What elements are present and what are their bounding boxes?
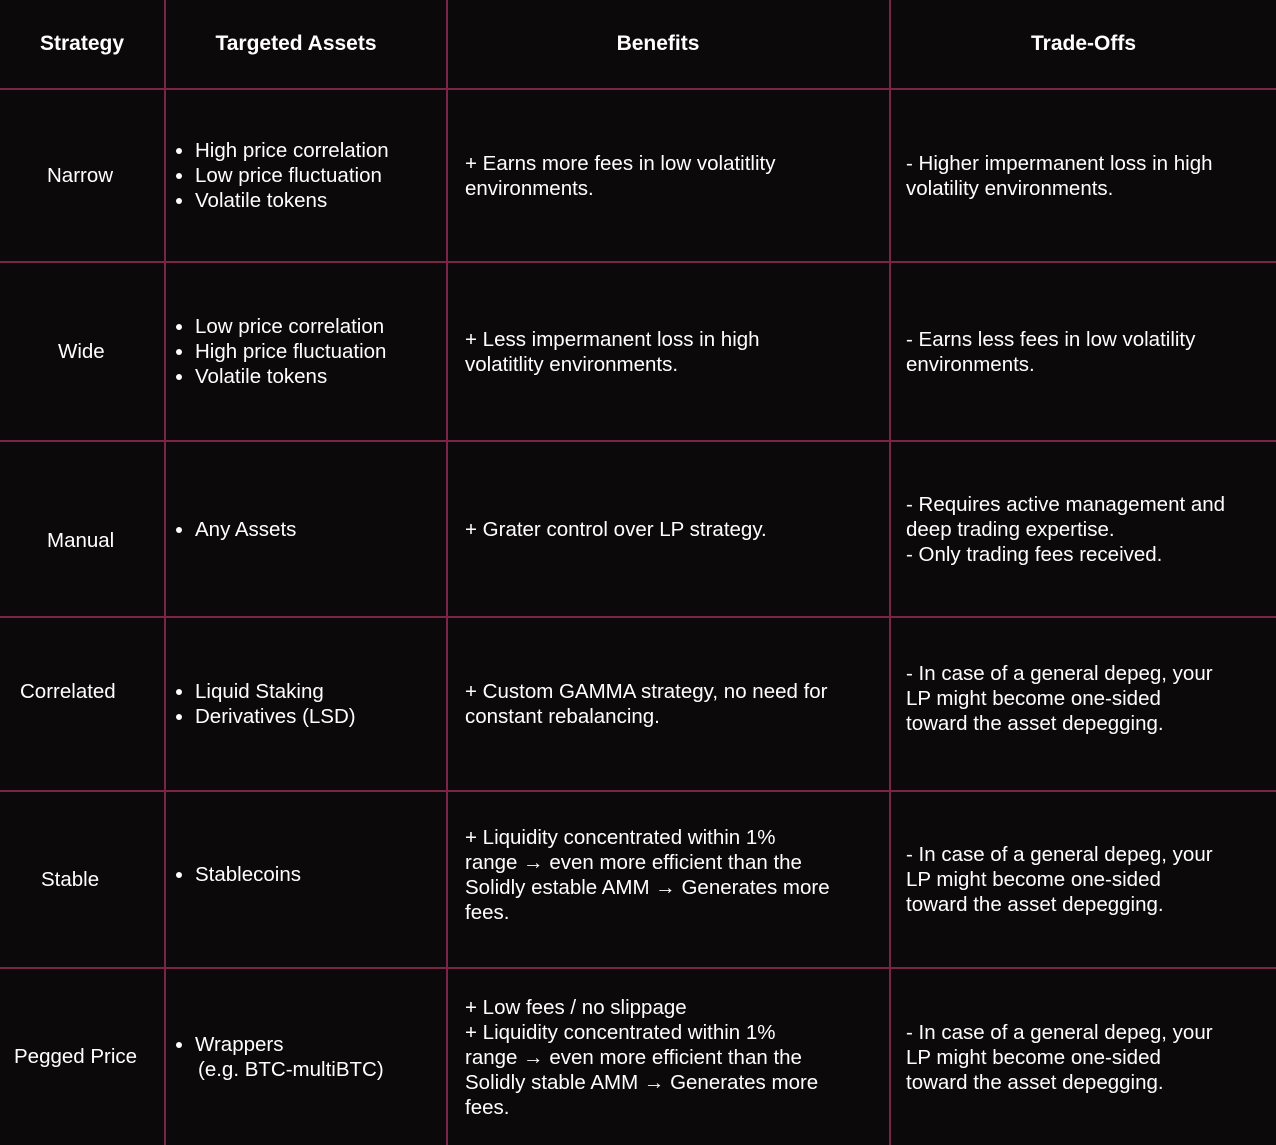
strategy-name: Correlated [20,680,116,703]
trade-off-line: - Earns less fees in low volatility [906,327,1196,351]
strategy-name: Stable [41,867,100,891]
trade-off-line: volatility environments. [906,176,1114,200]
benefit-line: Solidly stable AMM → Generates more [465,1070,819,1094]
asset-item: Any Assets [174,517,296,542]
targeted-assets-cell [174,90,446,261]
benefit-line: + Custom GAMMA strategy, no need for [465,680,828,703]
benefits-cell [465,969,889,1145]
trade-off-line: LP might become one-sided [906,868,1161,891]
benefit-line: + Liquidity concentrated within 1% [465,825,776,849]
targeted-assets-cell [174,969,446,1145]
benefit-line: volatitlity environments. [465,352,679,376]
header-trade-offs: Trade-Offs [1030,32,1137,55]
strategy-name: Narrow [47,163,114,187]
targeted-assets-cell [174,618,446,790]
benefits-cell [465,263,885,440]
header-targeted-assets: Targeted Assets [215,32,377,55]
asset-item: High price fluctuation [174,339,386,364]
column-divider [889,0,891,1145]
benefits-cell [465,792,889,957]
benefits-cell [465,618,885,790]
benefit-line: range → even more efficient than the [465,850,802,874]
benefit-line: fees. [465,900,510,924]
asset-item: Liquid Staking [174,679,356,704]
asset-item: Low price fluctuation [174,163,389,188]
trade-off-line: LP might become one-sided [906,1045,1161,1069]
trade-offs-cell [906,263,1274,440]
trade-off-line: - In case of a general depeg, your [906,843,1213,866]
asset-item: Volatile tokens [174,188,389,213]
asset-item: High price correlation [174,138,389,163]
benefit-line: range → even more efficient than the [465,1045,802,1069]
targeted-assets-cell [174,263,446,440]
benefit-line: Solidly estable AMM → Generates more [465,875,830,899]
column-divider [164,0,166,1145]
trade-off-line: LP might become one-sided [906,686,1161,710]
strategy-name: Wide [58,339,105,363]
header-strategy: Strategy [39,32,125,55]
column-divider [446,0,448,1145]
targeted-assets-cell [174,442,446,616]
benefit-line: + Liquidity concentrated within 1% [465,1020,776,1044]
trade-off-line: toward the asset depegging. [906,711,1164,735]
asset-item-text: Wrappers [195,1033,284,1056]
benefit-line: + Less impermanent loss in high [465,327,760,351]
strategy-name: Pegged Price [14,1045,138,1068]
header-benefits: Benefits [616,32,700,55]
benefits-cell [465,90,885,261]
trade-offs-cell [906,969,1274,1145]
benefit-line: constant rebalancing. [465,705,660,728]
trade-off-line: toward the asset depegging. [906,1070,1164,1094]
asset-item [174,1032,384,1082]
asset-item: Low price correlation [174,314,386,339]
trade-off-line: - Requires active management and [906,492,1226,516]
benefit-line: environments. [465,176,594,200]
asset-item: Volatile tokens [174,364,386,389]
trade-off-line: deep trading expertise. [906,517,1115,541]
benefit-line: + Low fees / no slippage [465,995,687,1019]
benefit-line: + Earns more fees in low volatitlity [465,151,776,175]
trade-offs-cell [906,792,1274,967]
trade-offs-cell [906,442,1274,616]
asset-item-note: (e.g. BTC-multiBTC) [198,1058,384,1081]
strategy-name: Manual [47,529,115,552]
trade-off-line: environments. [906,352,1035,376]
asset-item: Stablecoins [174,862,301,887]
trade-off-line: toward the asset depegging. [906,893,1164,916]
benefits-cell [465,442,885,616]
trade-off-line: - In case of a general depeg, your [906,1020,1213,1044]
trade-off-line: - Only trading fees received. [906,542,1163,566]
benefit-line: + Grater control over LP strategy. [465,517,767,541]
benefit-line: fees. [465,1095,510,1119]
targeted-assets-cell [174,792,446,957]
trade-off-line: - In case of a general depeg, your [906,661,1213,685]
asset-item: Derivatives (LSD) [174,704,356,729]
trade-offs-cell [906,618,1274,778]
trade-off-line: - Higher impermanent loss in high [906,151,1213,175]
trade-offs-cell [906,90,1274,261]
